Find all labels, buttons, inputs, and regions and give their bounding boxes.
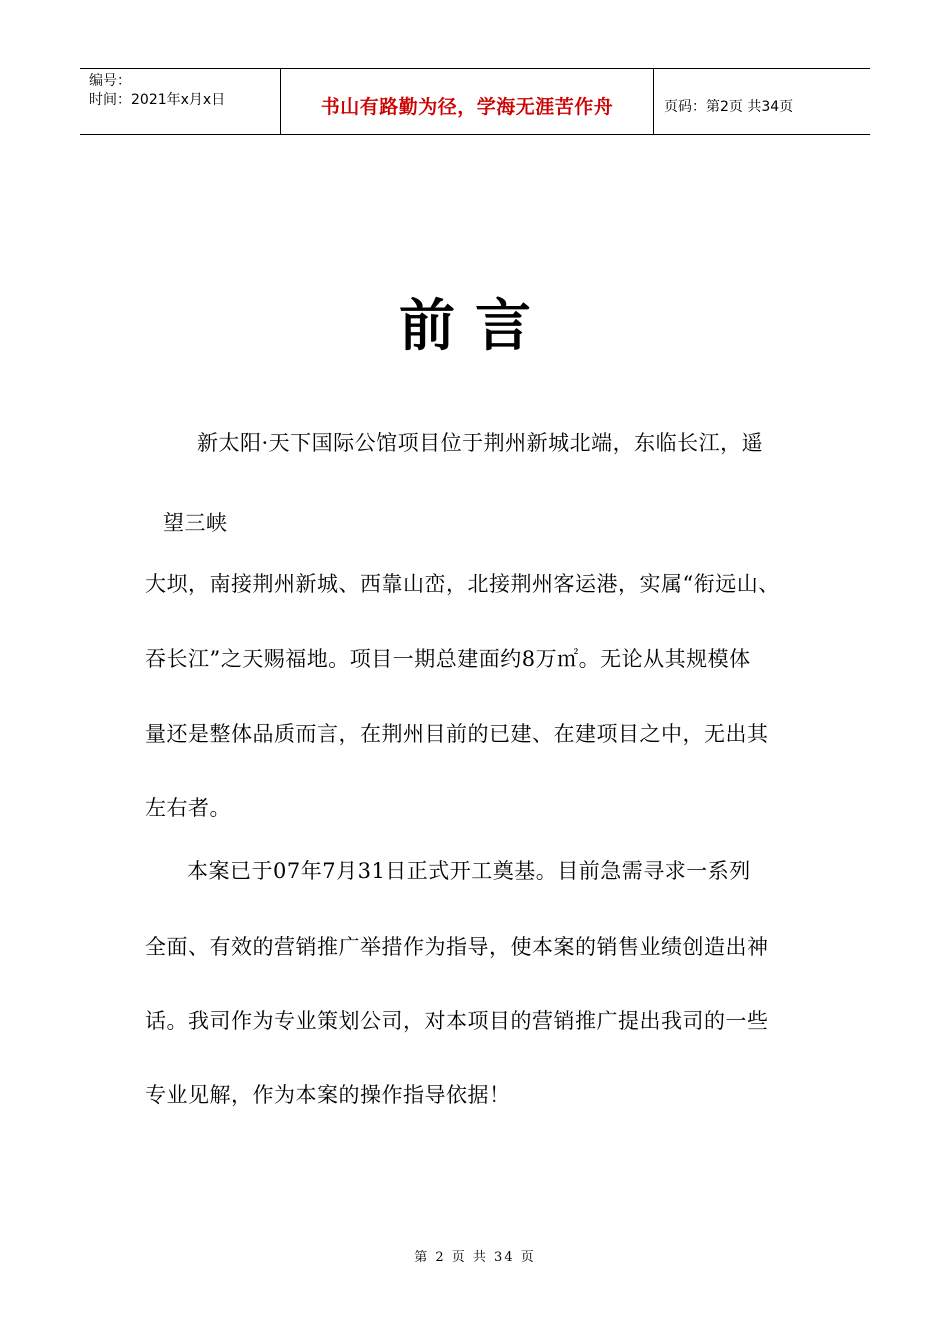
page-header: [80, 68, 870, 135]
body-line: 左右者。: [145, 796, 231, 820]
body-line: 吞长江”之天赐福地。项目一期总建面约8万㎡。无论从其规模体: [145, 647, 751, 671]
body-line: 量还是整体品质而言，在荆州目前的已建、在建项目之中，无出其: [145, 722, 769, 746]
body-line: 大坝，南接荆州新城、西靠山峦，北接荆州客运港，实属“衔远山、: [145, 572, 780, 596]
body-line: 话。我司作为专业策划公司，对本项目的营销推广提出我司的一些: [145, 1009, 769, 1033]
date-label: 时间：2021年x月x日: [89, 92, 226, 108]
body-line: 全面、有效的营销推广举措作为指导，使本案的销售业绩创造出神: [145, 935, 769, 959]
body-line: 望三峡: [163, 511, 228, 535]
header-page-info: 页码：第2页 共34页: [664, 98, 794, 115]
page-footer: 第 2 页 共 34 页: [414, 1250, 536, 1265]
body-line: 新太阳·天下国际公馆项目位于荆州新城北端，东临长江，遥: [197, 431, 764, 455]
header-meta-cell: [80, 69, 281, 134]
body-line: 专业见解，作为本案的操作指导依据！: [145, 1083, 511, 1107]
header-motto: 书山有路勤为径，学海无涯苦作舟: [281, 69, 654, 134]
body-line: 本案已于07年7月31日正式开工奠基。目前急需寻求一系列: [187, 859, 751, 883]
number-label: 编号：: [89, 73, 131, 89]
page-title: 前言: [399, 294, 551, 359]
